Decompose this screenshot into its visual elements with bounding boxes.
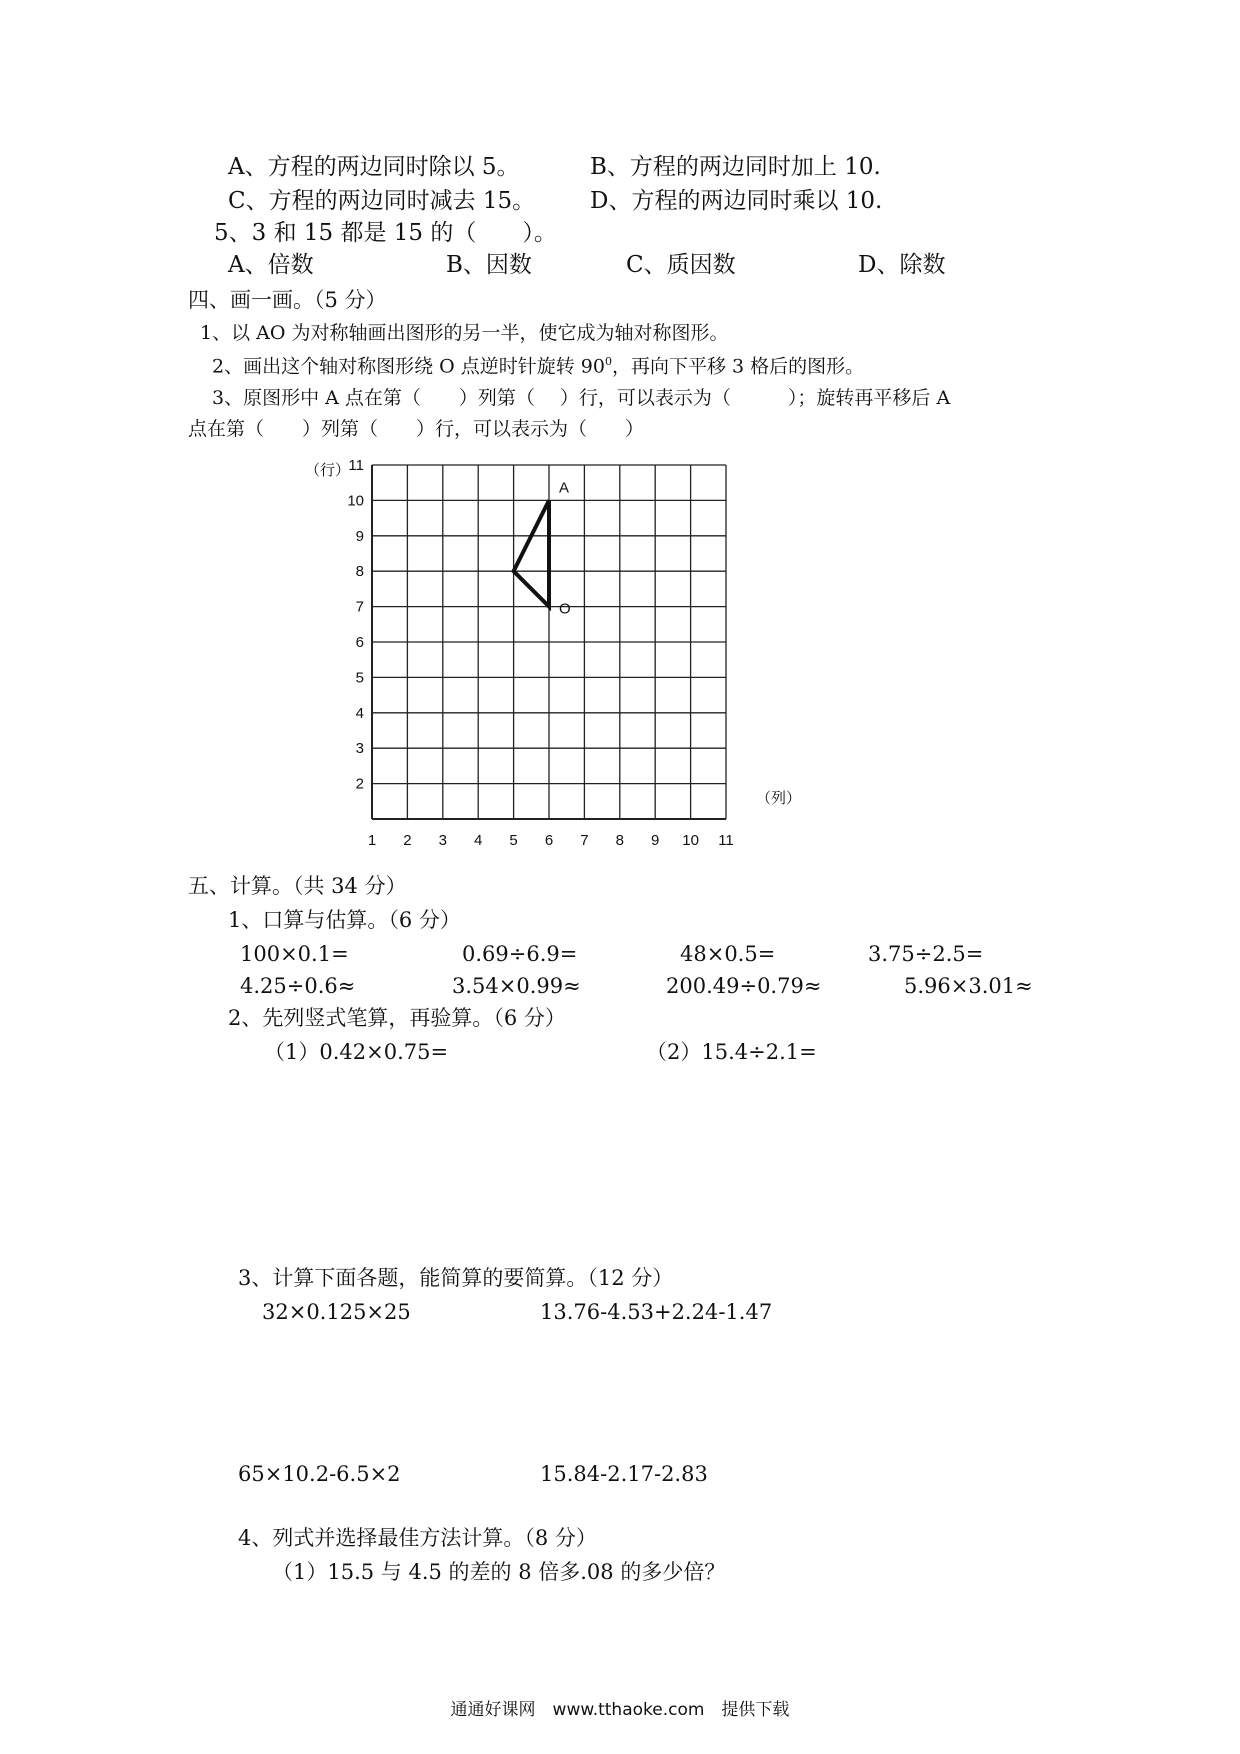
section4-item1: 1、以 AO 为对称轴画出图形的另一半，使它成为轴对称图形。 — [200, 322, 729, 344]
q5-option-d: D、除数 — [858, 252, 946, 278]
col-tick-label: 9 — [651, 832, 660, 849]
coordinate-grid — [290, 457, 802, 849]
row-tick-label: 8 — [355, 563, 364, 581]
point-a-label: A — [559, 479, 570, 497]
q1-r2-c3: 200.49÷0.79≈ — [666, 974, 822, 998]
col-tick-label: 3 — [438, 832, 447, 849]
section4-item3-line2: 点在第（ ）列第（ ）行，可以表示为（ ） — [188, 418, 645, 440]
col-tick-label: 4 — [474, 832, 483, 849]
col-tick-label: 6 — [544, 832, 554, 849]
row-tick-label: 5 — [355, 669, 364, 687]
q3-a: 32×0.125×25 — [262, 1300, 411, 1324]
section5-title: 五、计算。（共 34 分） — [188, 874, 407, 898]
row-tick-label: 9 — [355, 527, 364, 545]
section4-item2 — [212, 356, 864, 376]
col-labels — [368, 832, 734, 849]
q3-b: 13.76-4.53+2.24-1.47 — [540, 1300, 773, 1324]
row-tick-label: 6 — [355, 634, 364, 651]
item2-text-post: ，再向下平移 3 格后的图形。 — [611, 355, 865, 378]
col-tick-label: 5 — [509, 832, 518, 849]
footer: 通通好课网 www.tthaoke.com 提供下载 — [450, 1700, 790, 1720]
option-d: D、方程的两边同时乘以 10. — [590, 188, 883, 214]
option-c: C、方程的两边同时减去 15。 — [228, 188, 536, 214]
degree-superscript: 0 — [604, 355, 612, 368]
q2-b: （2）15.4÷2.1= — [646, 1040, 817, 1064]
q3-title: 3、计算下面各题，能简算的要简算。（12 分） — [238, 1266, 674, 1290]
q5-option-b: B、因数 — [446, 252, 532, 278]
row-tick-label: 3 — [355, 740, 364, 758]
q1-r2-c1: 4.25÷0.6≈ — [240, 974, 356, 998]
q1-title: 1、口算与估算。（6 分） — [228, 908, 461, 932]
section4-title: 四、画一画。（5 分） — [188, 288, 387, 312]
q1-r1-c2: 0.69÷6.9= — [462, 942, 578, 966]
q1-r1-c4: 3.75÷2.5= — [868, 942, 984, 966]
point-o-label: O — [559, 600, 571, 618]
col-axis-label: （列） — [756, 790, 802, 807]
q1-r1-c1: 100×0.1= — [240, 942, 349, 966]
row-tick-label: 4 — [355, 704, 364, 722]
q2-title: 2、先列竖式笔算，再验算。（6 分） — [228, 1006, 566, 1030]
row-tick-label: 11 — [348, 457, 364, 474]
q1-r2-c4: 5.96×3.01≈ — [904, 974, 1033, 998]
row-labels — [347, 457, 364, 793]
q1-r2-c2: 3.54×0.99≈ — [452, 974, 581, 998]
col-tick-label: 2 — [403, 832, 412, 849]
q3-d: 15.84-2.17-2.83 — [540, 1462, 708, 1486]
q2-a: （1）0.42×0.75= — [264, 1040, 449, 1064]
col-tick-label: 1 — [367, 832, 377, 849]
option-a: A、方程的两边同时除以 5。 — [228, 154, 520, 180]
col-tick-label: 11 — [718, 832, 734, 849]
q4-title: 4、列式并选择最佳方法计算。（8 分） — [238, 1526, 597, 1550]
col-tick-label: 10 — [682, 832, 699, 849]
section4-item3-line1: 3、原图形中 A 点在第（ ）列第（ ）行，可以表示为（ ）；旋转再平移后 A — [212, 387, 951, 409]
q5-option-c: C、质因数 — [626, 252, 736, 278]
row-tick-label: 10 — [347, 492, 364, 510]
row-axis-label: （行） — [305, 462, 351, 479]
q5-question: 5、3 和 15 都是 15 的（ ）。 — [214, 220, 557, 246]
row-tick-label: 7 — [355, 598, 364, 616]
q5-option-a: A、倍数 — [228, 252, 314, 278]
col-tick-label: 8 — [615, 832, 624, 849]
option-b: B、方程的两边同时加上 10. — [590, 154, 881, 180]
q3-c: 65×10.2-6.5×2 — [238, 1462, 401, 1486]
q4-a: （1）15.5 与 4.5 的差的 8 倍多.08 的多少倍？ — [272, 1560, 726, 1584]
row-tick-label: 2 — [355, 775, 364, 793]
q1-r1-c3: 48×0.5= — [680, 942, 776, 966]
triangle-shape — [514, 500, 549, 606]
item2-text-pre: 2、画出这个轴对称图形绕 O 点逆时针旋转 90 — [212, 355, 605, 378]
col-tick-label: 7 — [580, 832, 589, 849]
